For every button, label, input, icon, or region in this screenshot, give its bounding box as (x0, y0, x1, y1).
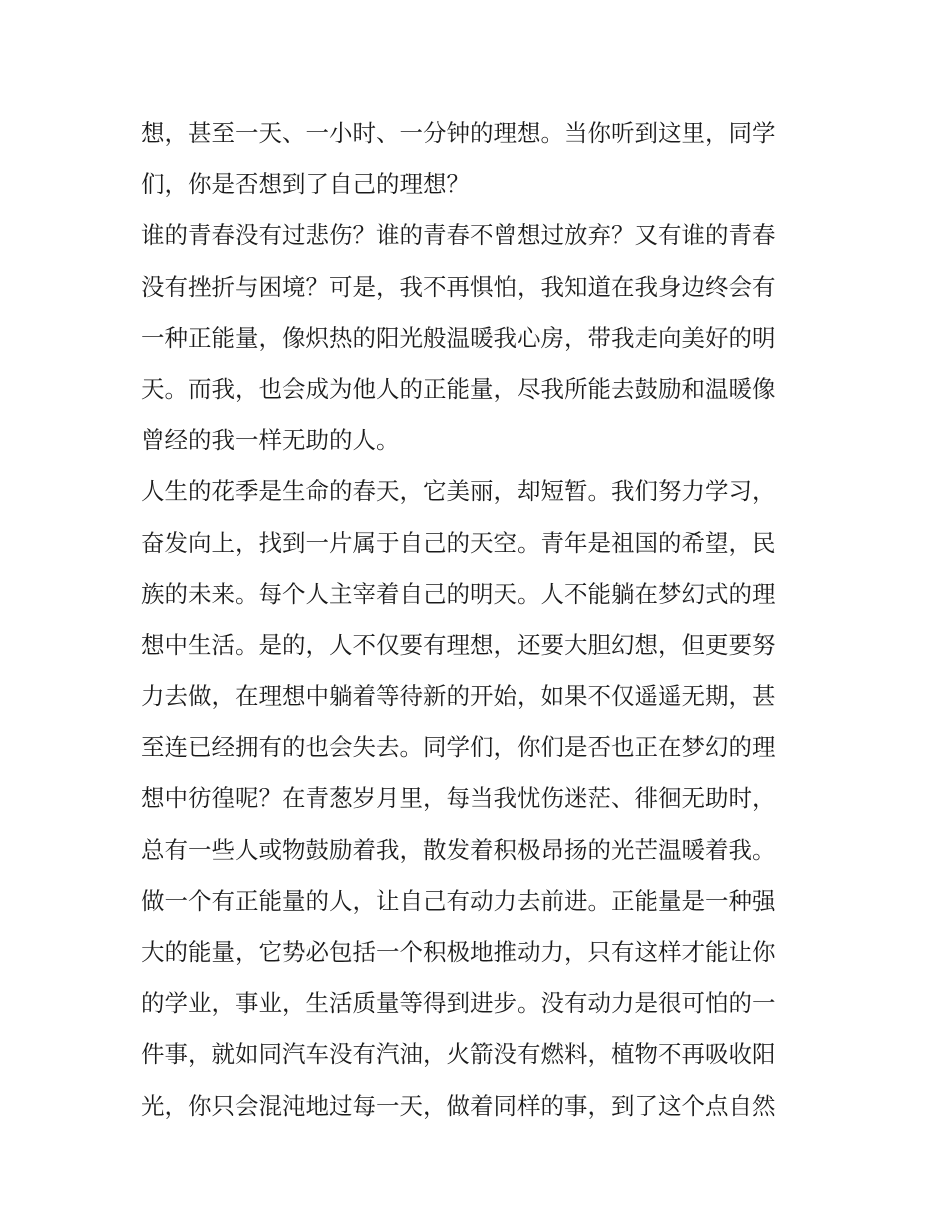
text-line: 做一个有正能量的人，让自己有动力去前进。正能量是一种强 (141, 886, 776, 915)
text-line: 一种正能量，像炽热的阳光般温暖我心房，带我走向美好的明 (141, 323, 776, 352)
text-line: 没有挫折与困境？可是，我不再惧怕，我知道在我身边终会有 (141, 272, 776, 301)
text-line: 总有一些人或物鼓励着我，散发着积极昂扬的光芒温暖着我。 (141, 835, 776, 864)
body-text (141, 108, 821, 1132)
text-line: 族的未来。每个人主宰着自己的明天。人不能躺在梦幻式的理 (141, 579, 776, 608)
text-line: 件事，就如同汽车没有汽油，火箭没有燃料，植物不再吸收阳 (141, 1040, 776, 1069)
text-line: 大的能量，它势必包括一个积极地推动力，只有这样才能让你 (141, 938, 776, 966)
text-line: 天。而我，也会成为他人的正能量，尽我所能去鼓励和温暖像 (141, 374, 776, 403)
text-line: 想，甚至一天、一小时、一分钟的理想。当你听到这里，同学 (141, 119, 776, 147)
text-line: 想中彷徨呢？在青葱岁月里，每当我忧伤迷茫、徘徊无助时， (141, 784, 776, 813)
text-line: 曾经的我一样无助的人。 (141, 426, 400, 455)
text-line: 奋发向上，找到一片属于自己的天空。青年是祖国的希望，民 (141, 528, 776, 557)
text-line: 想中生活。是的，人不仅要有理想，还要大胆幻想，但更要努 (141, 630, 776, 659)
text-line: 的学业，事业，生活质量等得到进步。没有动力是很可怕的一 (141, 989, 776, 1018)
text-line: 人生的花季是生命的春天，它美丽，却短暂。我们努力学习， (141, 477, 776, 506)
text-line: 光，你只会混沌地过每一天，做着同样的事，到了这个点自然 (141, 1091, 776, 1120)
text-line: 们，你是否想到了自己的理想？ (141, 170, 470, 199)
text-line: 谁的青春没有过悲伤？谁的青春不曾想过放弃？又有谁的青春 (141, 221, 776, 250)
text-line: 力去做，在理想中躺着等待新的开始，如果不仅遥遥无期，甚 (141, 682, 776, 711)
text-line: 至连已经拥有的也会失去。同学们，你们是否也正在梦幻的理 (141, 733, 776, 762)
